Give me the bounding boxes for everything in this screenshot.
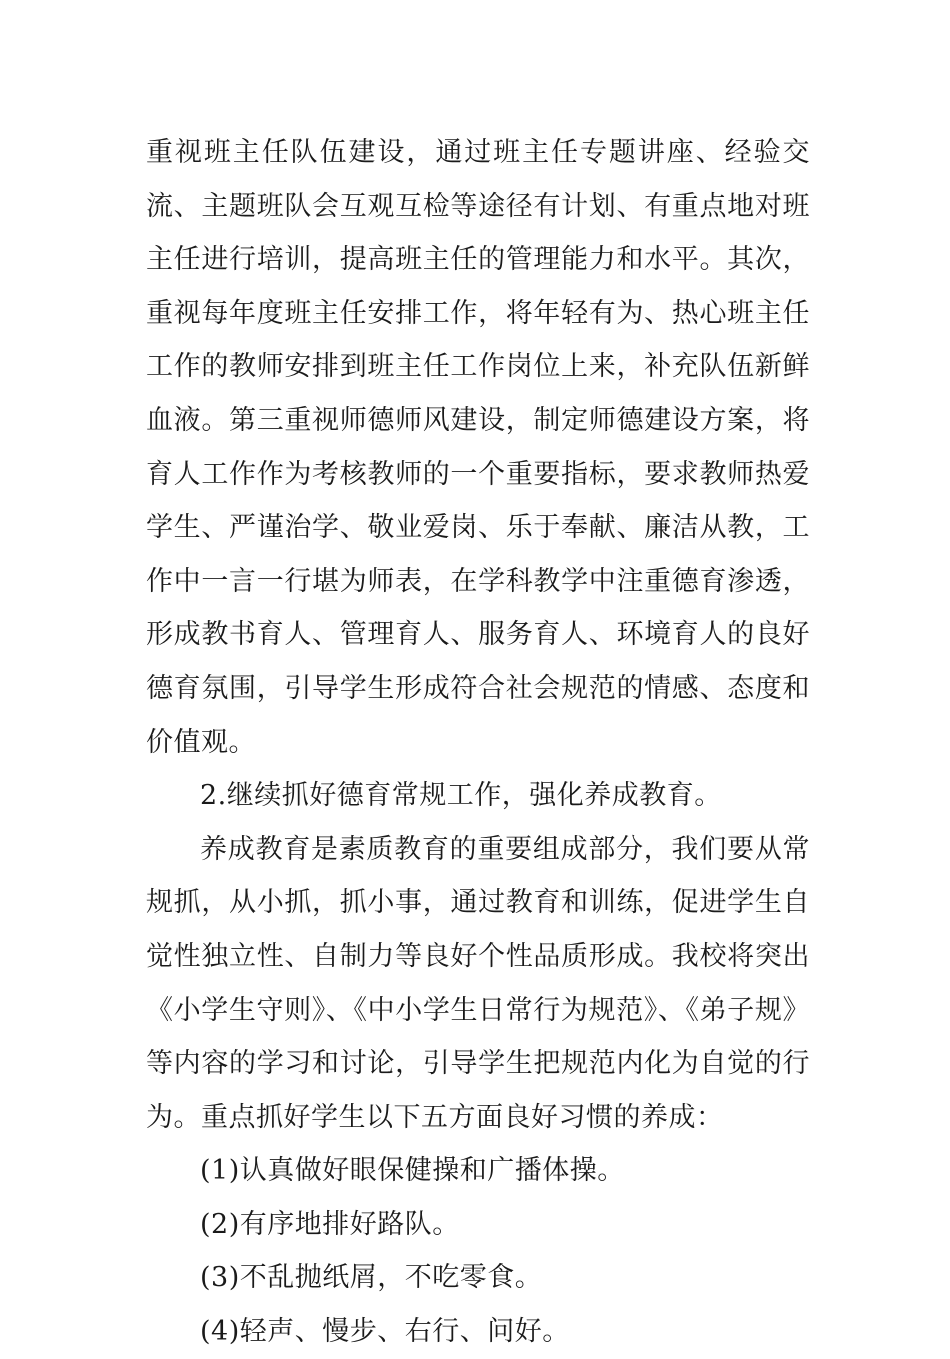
document-body [146, 126, 810, 1359]
list-item-queue: (2)有序地排好路队。 [200, 1208, 460, 1240]
list-item-manners: (4)轻声、慢步、右行、问好。 [200, 1316, 570, 1348]
paragraph-teacher-team: 重视班主任队伍建设，通过班主任专题讲座、经验交流、主题班队会互观互检等途径有计划、有重点地对班主任进行培训，提高班主任的管理能力和水平。其次，重视每年度班主任安排工作，将年轻有为、热心班主任工作的教师安排到班主任工作岗位上来，补充队伍新鲜血液。第三重视师德师风建设，制定师德建设方案，将育人工作作为考核教师的一个重要指标，要求教师热爱学生、严谨治学、敬业爱岗、乐于奉献、廉洁从教，工作中一言一行堪为师表，在学科教学中注重德育渗透，形成教书育人、管理育人、服务育人、环境育人的良好德育氛围，引导学生形成符合社会规范的情感、态度和价值观。 [146, 137, 810, 758]
paragraph-habit-education: 养成教育是素质教育的重要组成部分，我们要从常规抓，从小抓，抓小事，通过教育和训练，促进学生自觉性独立性、自制力等良好个性品质形成。我校将突出《小学生守则》、《中小学生日常行为规范》、《弟子规》等内容的学习和讨论，引导学生把规范内化为自觉的行为。重点抓好学生以下五方面良好习惯的养成： [146, 833, 810, 1133]
section-heading-routine-work: 2.继续抓好德育常规工作，强化养成教育。 [200, 780, 722, 812]
list-item-eye-exercises: (1)认真做好眼保健操和广播体操。 [200, 1155, 625, 1187]
list-item-no-litter: (3)不乱抛纸屑，不吃零食。 [200, 1262, 543, 1294]
